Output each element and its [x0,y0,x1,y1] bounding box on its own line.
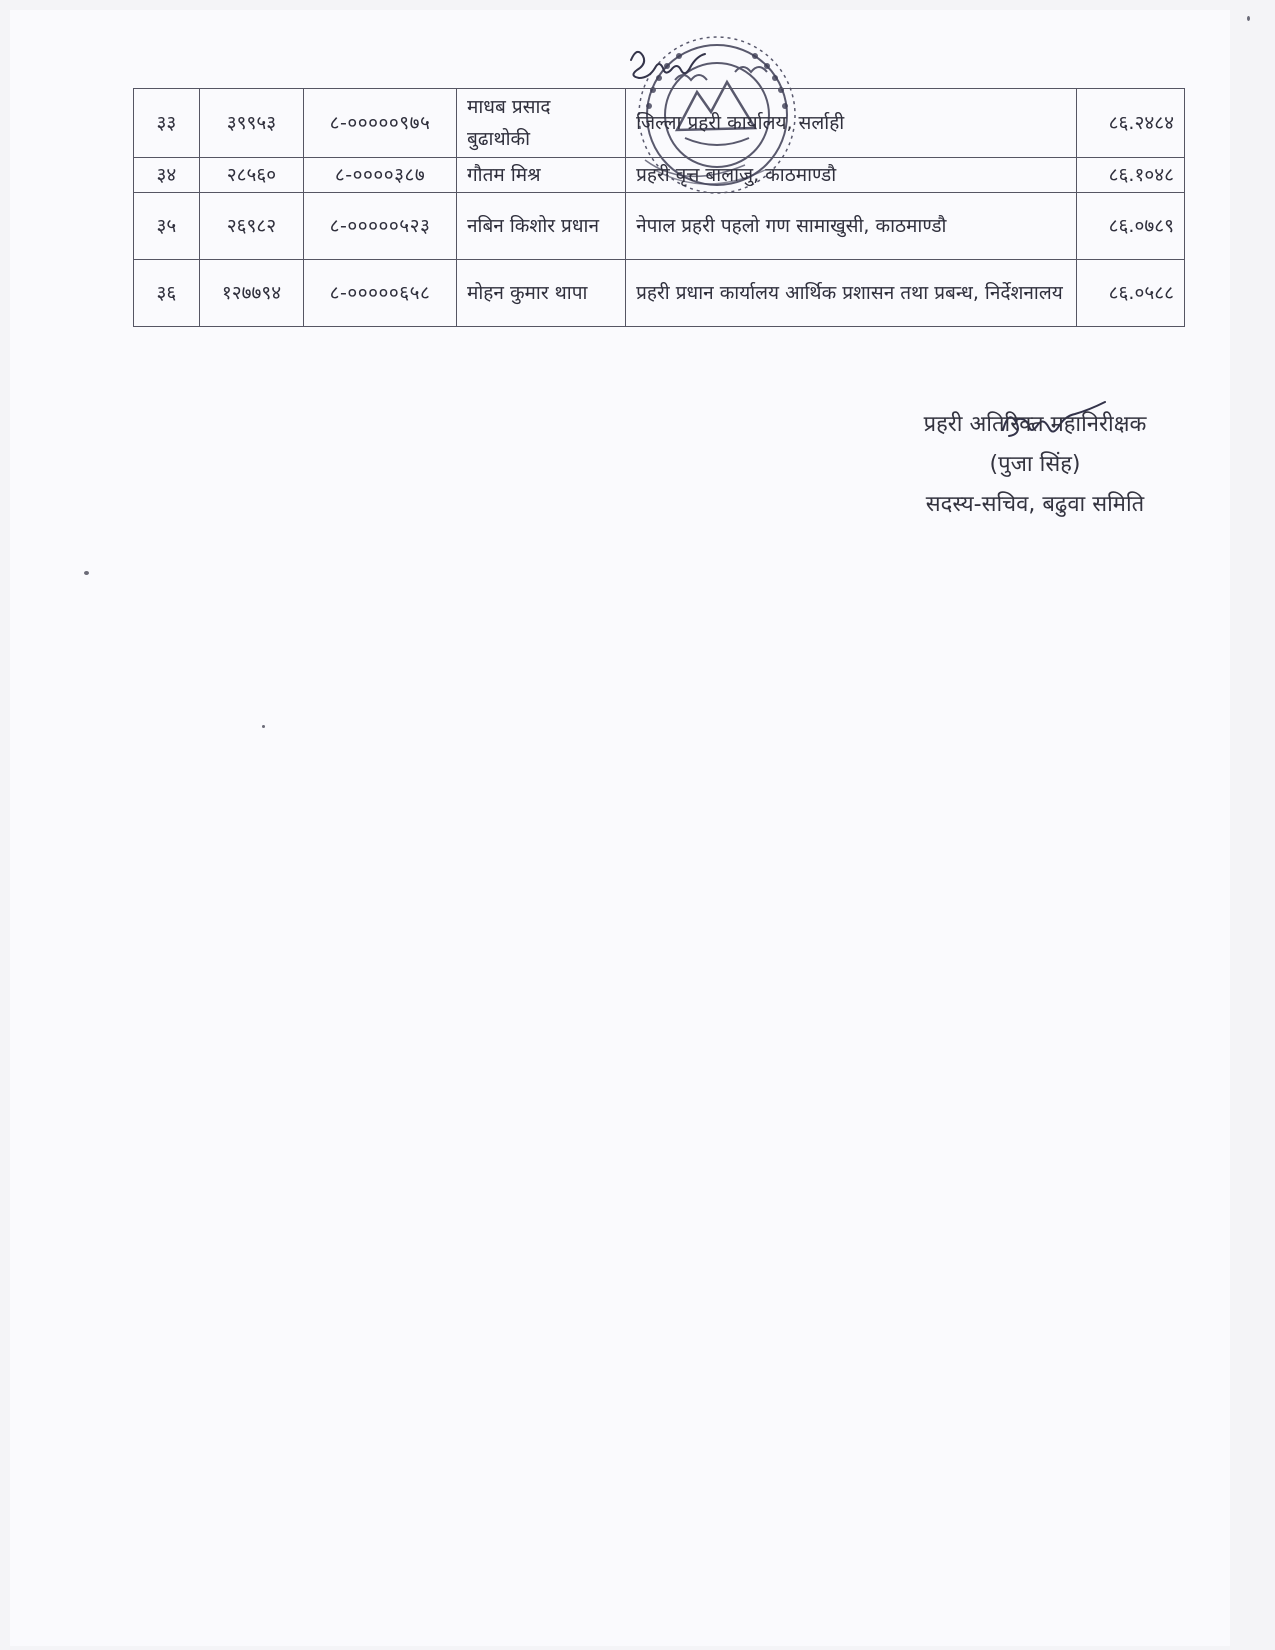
score: ८६.०५८८ [1076,260,1184,327]
signature-block [895,405,1175,525]
scan-speck [84,571,89,575]
office-name: नेपाल प्रहरी पहलो गण सामाखुसी, काठमाण्डौ [626,193,1077,260]
candidate-name: गौतम मिश्र [456,158,625,193]
candidate-name: माधब प्रसाद बुढाथोकी [456,89,625,158]
police-id: १२७७९४ [199,260,303,327]
office-name: प्रहरी वृत्त बालाजु, काठमाण्डौ [626,158,1077,193]
office-name: प्रहरी प्रधान कार्यालय आर्थिक प्रशासन तथा प्रबन्ध, निर्देशनालय [626,260,1077,327]
scan-speck [262,725,265,728]
symbol-number: ८-०००००९७५ [304,89,457,158]
serial-number: ३६ [134,260,200,327]
signatory-designation: प्रहरी अतिरिक्त महानिरीक्षक [923,412,1147,437]
serial-number: ३५ [134,193,200,260]
police-id: ३९९५३ [199,89,303,158]
results-table [133,88,1185,327]
initials-signature-top [625,38,720,88]
symbol-number: ८-०००००६५८ [304,260,457,327]
table-row [134,89,1185,158]
candidate-name: नबिन किशोर प्रधान [456,193,625,260]
serial-number: ३४ [134,158,200,193]
signatory-name: (पुजा सिंह) [989,452,1081,477]
police-id: २८५६० [199,158,303,193]
score: ८६.१०४८ [1076,158,1184,193]
table-row [134,260,1185,327]
signatory-role: सदस्य-सचिव, बढुवा समिति [925,492,1145,517]
table-row [134,193,1185,260]
serial-number: ३३ [134,89,200,158]
score: ८६.२४८४ [1076,89,1184,158]
table-row [134,158,1185,193]
symbol-number: ८-०००००५२३ [304,193,457,260]
office-name: जिल्ला प्रहरी कार्यालय, सर्लाही [626,89,1077,158]
scan-speck [1247,16,1250,21]
score: ८६.०७८९ [1076,193,1184,260]
symbol-number: ८-००००३८७ [304,158,457,193]
police-id: २६९८२ [199,193,303,260]
candidate-name: मोहन कुमार थापा [456,260,625,327]
